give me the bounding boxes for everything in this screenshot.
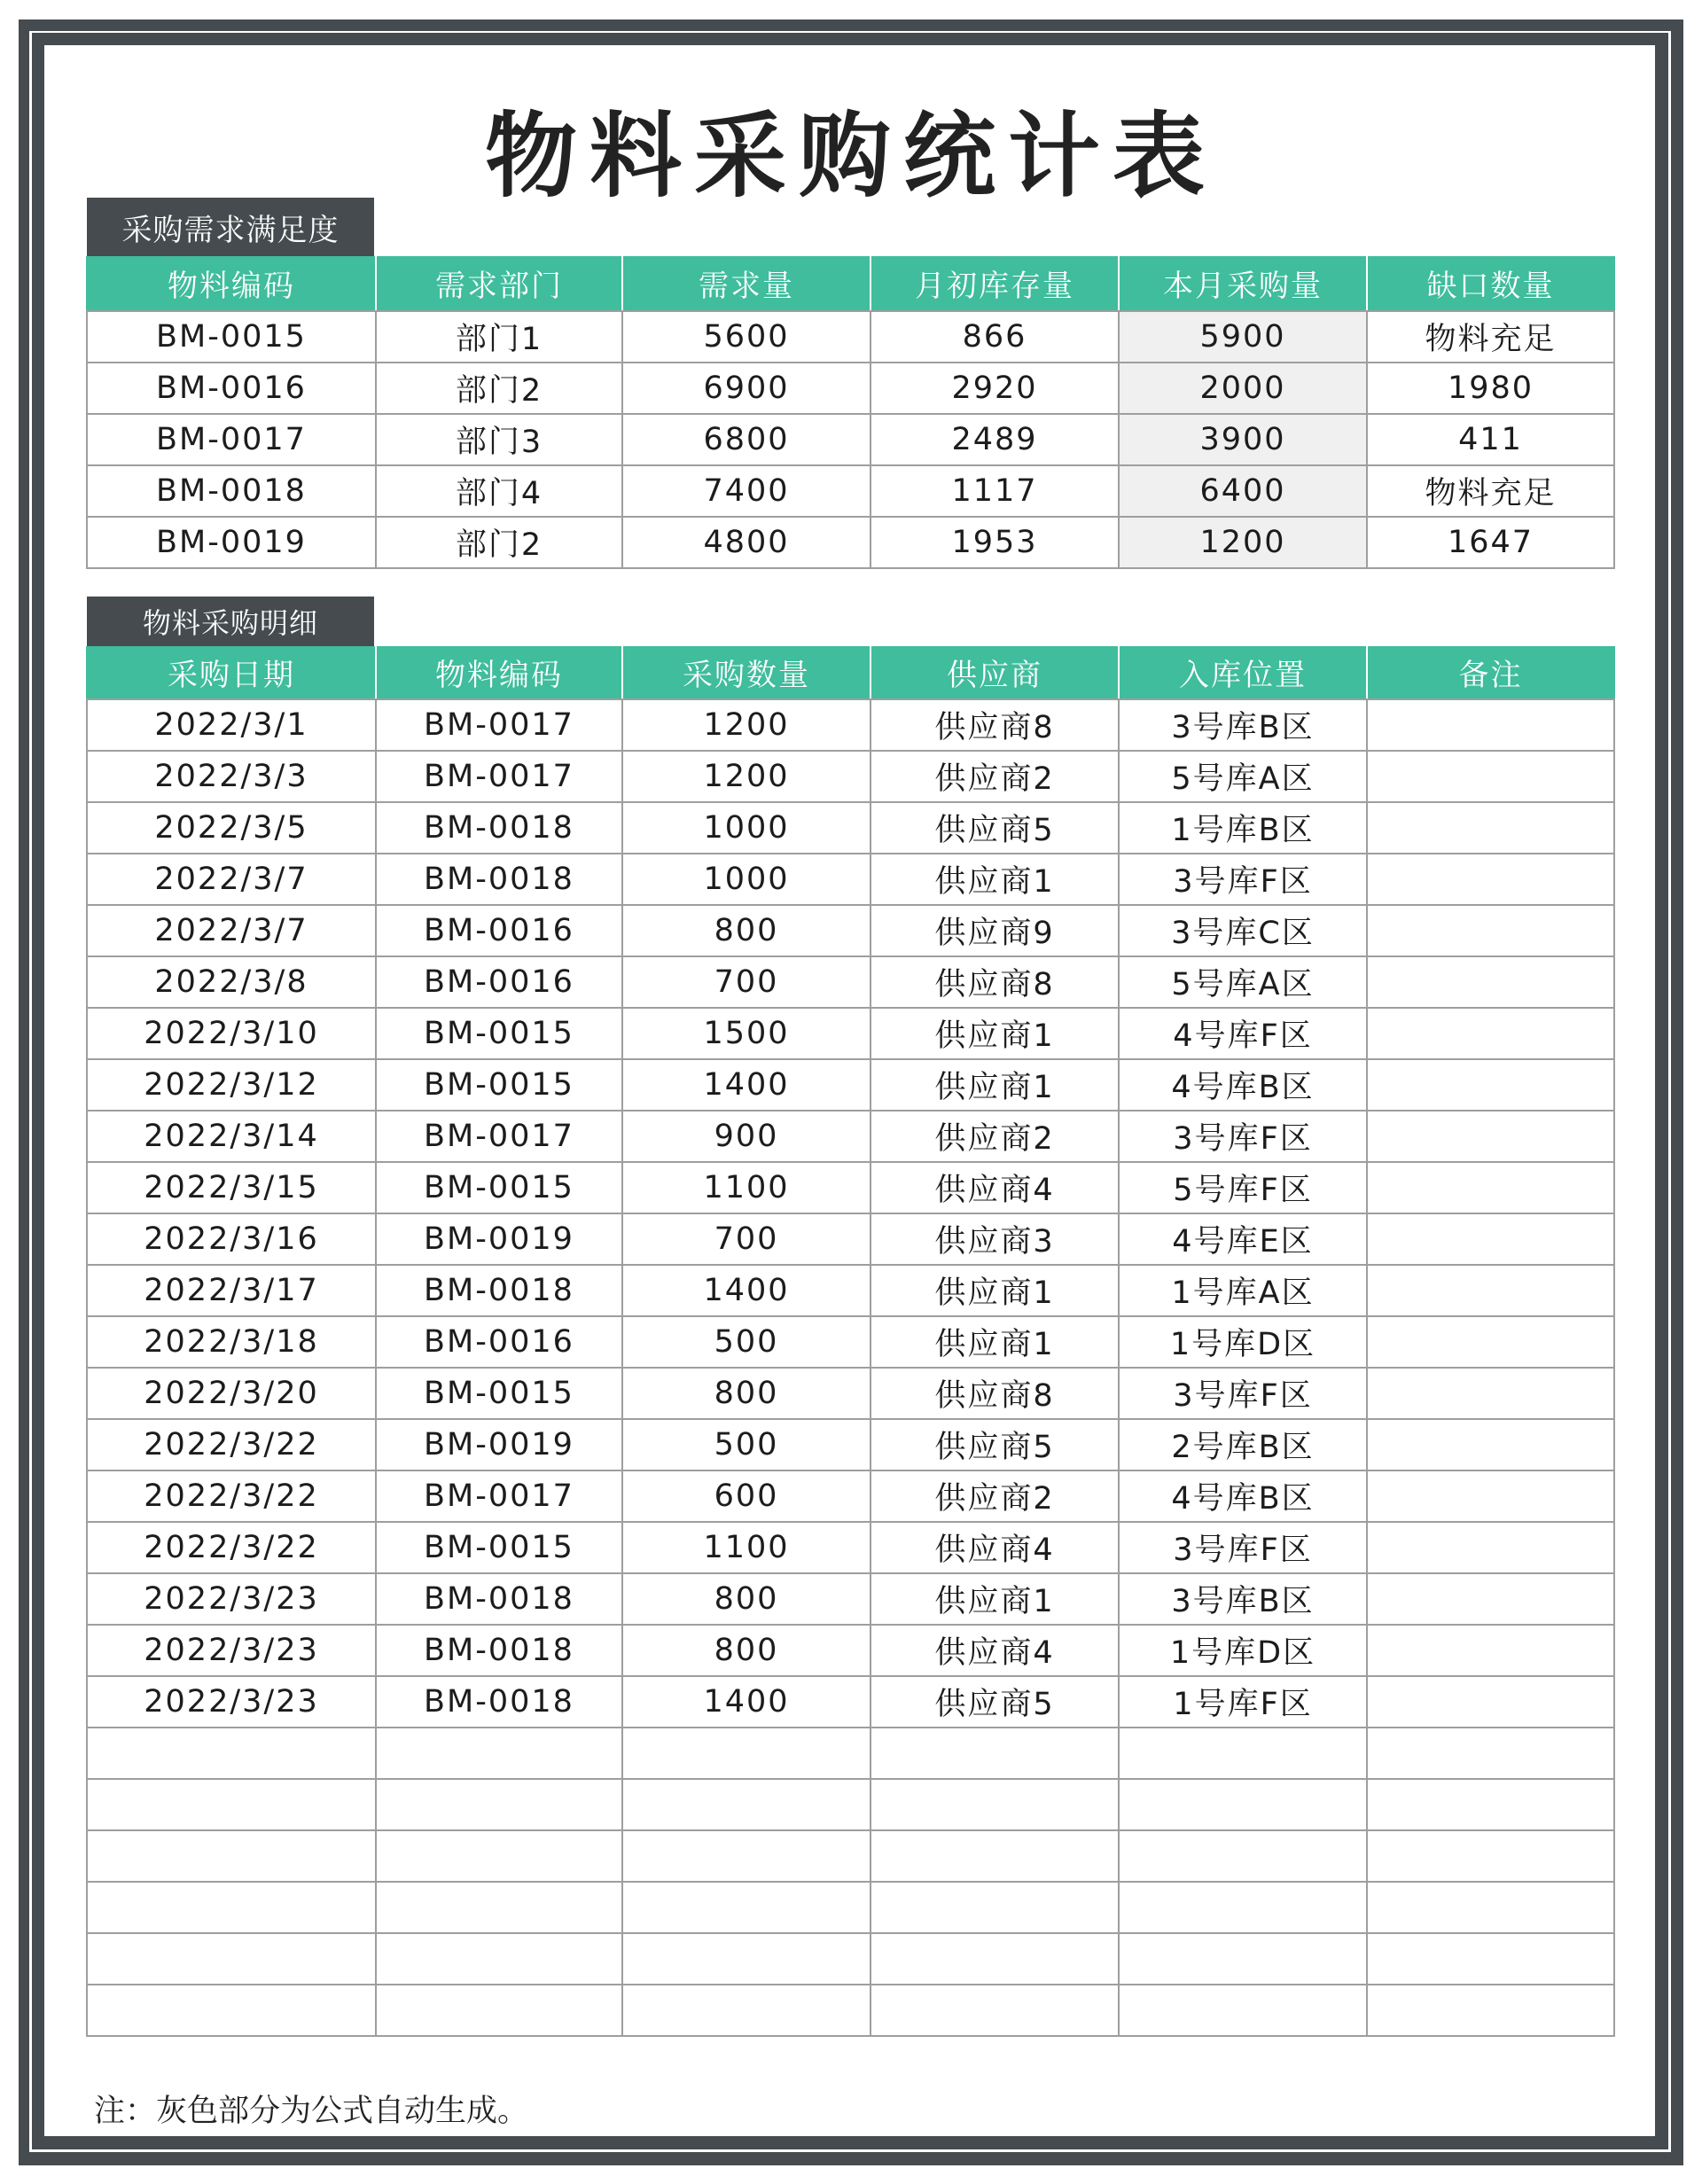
table-cell[interactable]: 6900 bbox=[622, 363, 871, 414]
table-cell[interactable] bbox=[871, 1830, 1119, 1882]
table-row bbox=[87, 1573, 1614, 1625]
table-cell[interactable] bbox=[1367, 1162, 1614, 1213]
table-cell[interactable]: 700 bbox=[622, 956, 871, 1008]
table-cell[interactable] bbox=[871, 1985, 1119, 2036]
table-cell[interactable]: 2022/3/10 bbox=[87, 1008, 376, 1059]
table-cell[interactable]: 1980 bbox=[1367, 363, 1614, 414]
table-cell[interactable]: 2022/3/23 bbox=[87, 1573, 376, 1625]
table-cell[interactable] bbox=[622, 1830, 871, 1882]
table-cell[interactable]: 1000 bbox=[622, 802, 871, 854]
table-row bbox=[87, 1008, 1614, 1059]
table-cell[interactable]: BM-0019 bbox=[376, 1213, 622, 1265]
table-row bbox=[87, 751, 1614, 802]
table-cell[interactable]: 供应商5 bbox=[871, 1419, 1119, 1470]
table-cell[interactable] bbox=[1367, 1985, 1614, 2036]
column-header: 需求部门 bbox=[376, 256, 622, 311]
table-row bbox=[87, 1522, 1614, 1573]
table-row bbox=[87, 465, 1614, 517]
table-cell[interactable]: 6800 bbox=[622, 414, 871, 465]
table-cell[interactable] bbox=[376, 1933, 622, 1985]
table-cell[interactable]: 4800 bbox=[622, 517, 871, 568]
table-row bbox=[87, 1111, 1614, 1162]
table-row bbox=[87, 1059, 1614, 1111]
table-cell[interactable]: BM-0015 bbox=[376, 1059, 622, 1111]
table-cell[interactable] bbox=[87, 1882, 376, 1933]
table-cell[interactable] bbox=[1367, 1316, 1614, 1368]
table-cell[interactable] bbox=[1367, 1728, 1614, 1779]
table-cell[interactable]: 供应商8 bbox=[871, 1368, 1119, 1419]
table-cell[interactable]: 供应商1 bbox=[871, 1316, 1119, 1368]
table-cell[interactable]: 供应商5 bbox=[871, 802, 1119, 854]
table-cell[interactable]: 部门3 bbox=[376, 414, 622, 465]
table-cell[interactable]: 800 bbox=[622, 1625, 871, 1676]
table-cell[interactable]: BM-0018 bbox=[87, 465, 376, 517]
table-cell[interactable] bbox=[871, 1882, 1119, 1933]
table-cell[interactable] bbox=[1367, 1419, 1614, 1470]
table-cell[interactable]: 2022/3/15 bbox=[87, 1162, 376, 1213]
table-row bbox=[87, 414, 1614, 465]
table-cell[interactable] bbox=[1119, 1830, 1367, 1882]
table-cell[interactable]: 物料充足 bbox=[1367, 465, 1614, 517]
table-cell[interactable]: 800 bbox=[622, 1573, 871, 1625]
table-cell[interactable] bbox=[1367, 1933, 1614, 1985]
table-cell[interactable]: BM-0017 bbox=[376, 1470, 622, 1522]
table-cell[interactable] bbox=[1119, 1728, 1367, 1779]
table-cell[interactable]: 供应商5 bbox=[871, 1676, 1119, 1728]
table-cell[interactable] bbox=[1367, 1573, 1614, 1625]
table-cell[interactable]: BM-0015 bbox=[376, 1008, 622, 1059]
table-cell[interactable]: BM-0019 bbox=[87, 517, 376, 568]
table-cell[interactable]: 部门1 bbox=[376, 311, 622, 363]
table-cell[interactable] bbox=[1119, 1933, 1367, 1985]
table-row bbox=[87, 905, 1614, 956]
table-cell[interactable]: BM-0016 bbox=[376, 956, 622, 1008]
table-cell[interactable] bbox=[1367, 1265, 1614, 1316]
table-cell[interactable]: 1500 bbox=[622, 1008, 871, 1059]
section-label-detail: 物料采购明细 bbox=[87, 597, 374, 646]
table-cell[interactable]: 411 bbox=[1367, 414, 1614, 465]
table-cell[interactable]: 2022/3/7 bbox=[87, 854, 376, 905]
table-cell[interactable] bbox=[1367, 1625, 1614, 1676]
table-cell[interactable] bbox=[1367, 1882, 1614, 1933]
table-cell[interactable] bbox=[1367, 1059, 1614, 1111]
table-cell[interactable] bbox=[1367, 1522, 1614, 1573]
table-cell[interactable]: 600 bbox=[622, 1470, 871, 1522]
table-row bbox=[87, 1676, 1614, 1728]
detail-table-header bbox=[87, 646, 1614, 699]
table-cell[interactable]: 1号库B区 bbox=[1119, 802, 1367, 854]
table-row bbox=[87, 1728, 1614, 1779]
table-cell[interactable]: 800 bbox=[622, 1368, 871, 1419]
table-cell[interactable] bbox=[87, 1985, 376, 2036]
column-header: 采购数量 bbox=[622, 646, 871, 699]
table-cell[interactable]: 1200 bbox=[622, 699, 871, 751]
column-header: 物料编码 bbox=[87, 256, 376, 311]
table-cell[interactable]: 2022/3/3 bbox=[87, 751, 376, 802]
table-cell[interactable]: 供应商4 bbox=[871, 1625, 1119, 1676]
table-cell[interactable]: 供应商2 bbox=[871, 751, 1119, 802]
table-cell[interactable]: 800 bbox=[622, 905, 871, 956]
table-cell[interactable]: 4号库F区 bbox=[1119, 1008, 1367, 1059]
table-cell[interactable] bbox=[1367, 1008, 1614, 1059]
table-row bbox=[87, 1419, 1614, 1470]
table-cell[interactable]: 2022/3/18 bbox=[87, 1316, 376, 1368]
table-cell[interactable]: 供应商2 bbox=[871, 1470, 1119, 1522]
table-cell[interactable]: 4号库B区 bbox=[1119, 1470, 1367, 1522]
table-row bbox=[87, 363, 1614, 414]
table-cell[interactable]: 3号库F区 bbox=[1119, 1522, 1367, 1573]
table-cell[interactable] bbox=[622, 1882, 871, 1933]
table-cell[interactable]: BM-0018 bbox=[376, 1676, 622, 1728]
table-cell[interactable] bbox=[1367, 1676, 1614, 1728]
table-cell[interactable] bbox=[87, 1728, 376, 1779]
column-header: 需求量 bbox=[622, 256, 871, 311]
table-cell[interactable]: 供应商1 bbox=[871, 1059, 1119, 1111]
table-row bbox=[87, 1470, 1614, 1522]
column-header: 本月采购量 bbox=[1119, 256, 1367, 311]
table-cell[interactable]: 部门2 bbox=[376, 517, 622, 568]
table-cell[interactable] bbox=[1367, 802, 1614, 854]
table-cell[interactable] bbox=[871, 1779, 1119, 1830]
table-cell[interactable]: 2022/3/22 bbox=[87, 1470, 376, 1522]
table-cell[interactable]: 供应商4 bbox=[871, 1162, 1119, 1213]
section-label-demand: 采购需求满足度 bbox=[87, 198, 374, 256]
table-cell[interactable]: 5号库A区 bbox=[1119, 956, 1367, 1008]
table-cell[interactable]: BM-0015 bbox=[376, 1522, 622, 1573]
table-cell[interactable] bbox=[1119, 1985, 1367, 2036]
table-cell[interactable] bbox=[87, 1933, 376, 1985]
table-cell[interactable]: 2022/3/12 bbox=[87, 1059, 376, 1111]
table-cell[interactable]: 1000 bbox=[622, 854, 871, 905]
table-cell[interactable]: 1647 bbox=[1367, 517, 1614, 568]
table-cell[interactable] bbox=[622, 1985, 871, 2036]
table-cell[interactable]: 5900 bbox=[1119, 311, 1367, 363]
table-cell[interactable]: 供应商8 bbox=[871, 699, 1119, 751]
table-cell[interactable] bbox=[1367, 956, 1614, 1008]
column-header: 备注 bbox=[1367, 646, 1614, 699]
table-cell[interactable] bbox=[376, 1728, 622, 1779]
table-cell[interactable]: 3号库F区 bbox=[1119, 1368, 1367, 1419]
table-cell[interactable] bbox=[1367, 1368, 1614, 1419]
column-header: 供应商 bbox=[871, 646, 1119, 699]
table-cell[interactable] bbox=[87, 1830, 376, 1882]
table-row bbox=[87, 1830, 1614, 1882]
detail-table-body bbox=[87, 699, 1614, 2036]
table-row bbox=[87, 1882, 1614, 1933]
demand-table-header bbox=[87, 256, 1614, 311]
table-cell[interactable]: 3号库B区 bbox=[1119, 699, 1367, 751]
table-cell[interactable] bbox=[1119, 1882, 1367, 1933]
table-cell[interactable]: 5号库F区 bbox=[1119, 1162, 1367, 1213]
column-header: 入库位置 bbox=[1119, 646, 1367, 699]
table-cell[interactable]: 供应商3 bbox=[871, 1213, 1119, 1265]
table-cell[interactable] bbox=[1367, 905, 1614, 956]
table-row bbox=[87, 1368, 1614, 1419]
table-cell[interactable]: 900 bbox=[622, 1111, 871, 1162]
table-cell[interactable]: BM-0018 bbox=[376, 854, 622, 905]
table-cell[interactable] bbox=[1367, 854, 1614, 905]
table-cell[interactable]: 1400 bbox=[622, 1059, 871, 1111]
table-cell[interactable]: 2号库B区 bbox=[1119, 1419, 1367, 1470]
table-cell[interactable]: 2022/3/5 bbox=[87, 802, 376, 854]
table-row bbox=[87, 517, 1614, 568]
table-cell[interactable]: 1953 bbox=[871, 517, 1119, 568]
table-cell[interactable]: BM-0018 bbox=[376, 1625, 622, 1676]
table-cell[interactable]: BM-0017 bbox=[376, 699, 622, 751]
table-cell[interactable] bbox=[1367, 1779, 1614, 1830]
table-cell[interactable]: 供应商1 bbox=[871, 1573, 1119, 1625]
demand-table-body bbox=[87, 311, 1614, 568]
table-cell[interactable]: 3号库F区 bbox=[1119, 1111, 1367, 1162]
table-cell[interactable]: 4号库B区 bbox=[1119, 1059, 1367, 1111]
table-cell[interactable]: 部门4 bbox=[376, 465, 622, 517]
table-cell[interactable]: 2022/3/20 bbox=[87, 1368, 376, 1419]
table-row bbox=[87, 1265, 1614, 1316]
table-row bbox=[87, 1316, 1614, 1368]
table-cell[interactable] bbox=[871, 1933, 1119, 1985]
table-cell[interactable]: 2022/3/1 bbox=[87, 699, 376, 751]
table-cell[interactable] bbox=[376, 1882, 622, 1933]
table-cell[interactable]: 1200 bbox=[622, 751, 871, 802]
table-cell[interactable]: 1117 bbox=[871, 465, 1119, 517]
table-cell[interactable] bbox=[1367, 1830, 1614, 1882]
table-cell[interactable] bbox=[1119, 1779, 1367, 1830]
table-cell[interactable]: BM-0015 bbox=[376, 1368, 622, 1419]
table-cell[interactable]: BM-0016 bbox=[376, 1316, 622, 1368]
table-cell[interactable]: 866 bbox=[871, 311, 1119, 363]
table-row bbox=[87, 699, 1614, 751]
table-cell[interactable]: BM-0016 bbox=[87, 363, 376, 414]
table-cell[interactable]: 500 bbox=[622, 1419, 871, 1470]
footnote: 注：灰色部分为公式自动生成。 bbox=[94, 2094, 529, 2129]
table-cell[interactable] bbox=[622, 1728, 871, 1779]
table-cell[interactable]: BM-0018 bbox=[376, 1265, 622, 1316]
table-cell[interactable] bbox=[1367, 1470, 1614, 1522]
table-cell[interactable] bbox=[1367, 699, 1614, 751]
table-cell[interactable]: 供应商9 bbox=[871, 905, 1119, 956]
table-cell[interactable]: BM-0017 bbox=[87, 414, 376, 465]
column-header: 物料编码 bbox=[376, 646, 622, 699]
table-row bbox=[87, 1162, 1614, 1213]
table-cell[interactable]: BM-0015 bbox=[376, 1162, 622, 1213]
table-cell[interactable]: BM-0018 bbox=[376, 1573, 622, 1625]
table-cell[interactable]: 供应商1 bbox=[871, 854, 1119, 905]
table-cell[interactable]: 5号库A区 bbox=[1119, 751, 1367, 802]
table-cell[interactable] bbox=[376, 1985, 622, 2036]
table-cell[interactable]: 部门2 bbox=[376, 363, 622, 414]
table-cell[interactable]: 2022/3/22 bbox=[87, 1419, 376, 1470]
table-cell[interactable]: BM-0015 bbox=[87, 311, 376, 363]
table-cell[interactable]: BM-0019 bbox=[376, 1419, 622, 1470]
demand-table bbox=[86, 256, 1615, 569]
table-cell[interactable]: BM-0018 bbox=[376, 802, 622, 854]
table-cell[interactable]: 3号库F区 bbox=[1119, 854, 1367, 905]
table-cell[interactable]: 2022/3/7 bbox=[87, 905, 376, 956]
table-cell[interactable] bbox=[1367, 1111, 1614, 1162]
table-cell[interactable]: 1号库D区 bbox=[1119, 1625, 1367, 1676]
table-row bbox=[87, 854, 1614, 905]
table-cell[interactable]: 供应商2 bbox=[871, 1111, 1119, 1162]
table-cell[interactable]: 供应商1 bbox=[871, 1008, 1119, 1059]
table-row bbox=[87, 802, 1614, 854]
table-cell[interactable]: 1号库D区 bbox=[1119, 1316, 1367, 1368]
table-cell[interactable]: 2022/3/22 bbox=[87, 1522, 376, 1573]
table-cell[interactable] bbox=[871, 1728, 1119, 1779]
table-row bbox=[87, 1933, 1614, 1985]
table-row bbox=[87, 1779, 1614, 1830]
column-header: 采购日期 bbox=[87, 646, 376, 699]
table-cell[interactable]: 2000 bbox=[1119, 363, 1367, 414]
table-cell[interactable]: 2022/3/8 bbox=[87, 956, 376, 1008]
table-cell[interactable]: 1号库A区 bbox=[1119, 1265, 1367, 1316]
table-cell[interactable]: 3号库C区 bbox=[1119, 905, 1367, 956]
column-header: 缺口数量 bbox=[1367, 256, 1614, 311]
table-cell[interactable]: 7400 bbox=[622, 465, 871, 517]
table-cell[interactable]: 1200 bbox=[1119, 517, 1367, 568]
table-cell[interactable]: 2920 bbox=[871, 363, 1119, 414]
table-cell[interactable]: 500 bbox=[622, 1316, 871, 1368]
table-row bbox=[87, 1625, 1614, 1676]
table-cell[interactable] bbox=[1367, 751, 1614, 802]
table-cell[interactable]: 3900 bbox=[1119, 414, 1367, 465]
table-cell[interactable]: BM-0017 bbox=[376, 751, 622, 802]
table-cell[interactable]: 2022/3/23 bbox=[87, 1625, 376, 1676]
table-cell[interactable]: 2022/3/14 bbox=[87, 1111, 376, 1162]
table-cell[interactable] bbox=[622, 1779, 871, 1830]
table-cell[interactable]: 供应商8 bbox=[871, 956, 1119, 1008]
table-cell[interactable]: 1号库F区 bbox=[1119, 1676, 1367, 1728]
table-cell[interactable]: 2022/3/16 bbox=[87, 1213, 376, 1265]
table-cell[interactable]: 1100 bbox=[622, 1522, 871, 1573]
table-cell[interactable]: 供应商1 bbox=[871, 1265, 1119, 1316]
table-cell[interactable]: BM-0017 bbox=[376, 1111, 622, 1162]
table-cell[interactable] bbox=[87, 1779, 376, 1830]
table-cell[interactable] bbox=[1367, 1213, 1614, 1265]
table-cell[interactable]: 物料充足 bbox=[1367, 311, 1614, 363]
table-row bbox=[87, 1213, 1614, 1265]
table-row bbox=[87, 311, 1614, 363]
table-cell[interactable]: 1400 bbox=[622, 1265, 871, 1316]
table-cell[interactable]: 1400 bbox=[622, 1676, 871, 1728]
table-cell[interactable]: 700 bbox=[622, 1213, 871, 1265]
page-title: 物料采购统计表 bbox=[484, 102, 1217, 210]
table-row bbox=[87, 956, 1614, 1008]
table-cell[interactable] bbox=[376, 1830, 622, 1882]
table-cell[interactable]: 2489 bbox=[871, 414, 1119, 465]
table-cell[interactable]: 2022/3/17 bbox=[87, 1265, 376, 1316]
table-cell[interactable]: 6400 bbox=[1119, 465, 1367, 517]
table-cell[interactable]: 2022/3/23 bbox=[87, 1676, 376, 1728]
table-cell[interactable]: 3号库B区 bbox=[1119, 1573, 1367, 1625]
column-header: 月初库存量 bbox=[871, 256, 1119, 311]
table-cell[interactable]: 供应商4 bbox=[871, 1522, 1119, 1573]
table-row bbox=[87, 1985, 1614, 2036]
table-cell[interactable]: 4号库E区 bbox=[1119, 1213, 1367, 1265]
table-cell[interactable] bbox=[622, 1933, 871, 1985]
table-cell[interactable]: 5600 bbox=[622, 311, 871, 363]
table-cell[interactable] bbox=[376, 1779, 622, 1830]
detail-table bbox=[86, 646, 1615, 2037]
table-cell[interactable]: BM-0016 bbox=[376, 905, 622, 956]
table-cell[interactable]: 1100 bbox=[622, 1162, 871, 1213]
